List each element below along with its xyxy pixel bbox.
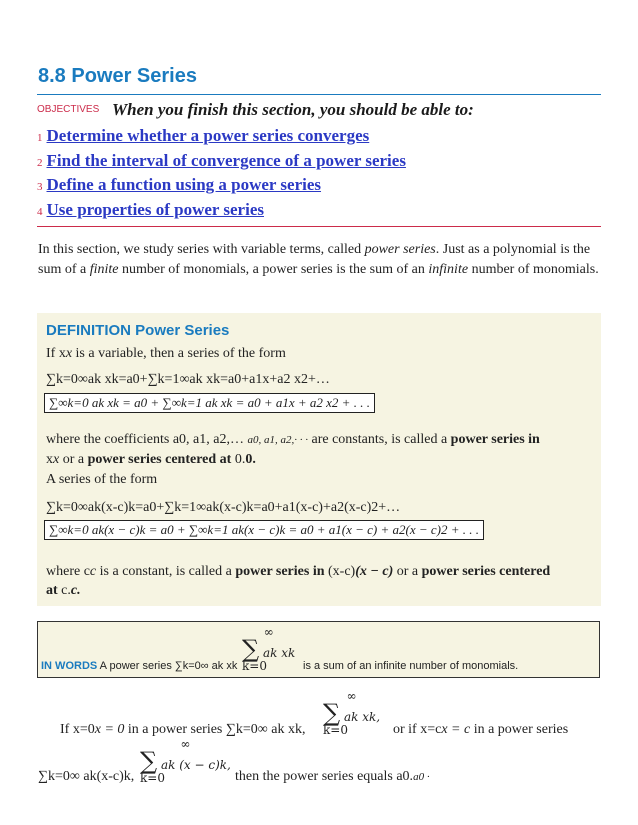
math-var: x [53,452,60,467]
sigma-expression [140,738,231,784]
text: is a variable, then a series of the form [72,346,286,361]
objectives-label: OBJECTIVES [37,104,100,115]
objective-number: 2 [37,157,43,169]
text: c. [57,583,71,598]
text: If x=0 [60,722,95,737]
text: (x-c) [324,564,356,579]
objective-link[interactable]: Define a function using a power series [46,175,322,194]
sigma-expression [242,626,295,672]
in-words-label: IN WORDS [41,660,98,672]
series-of-form: A series of the form [46,472,158,487]
bottom-sum: ∑k=0∞ ak(x-c)k, [38,769,135,784]
objective-link[interactable]: Use properties of power series [46,200,264,219]
text: are constants, is called a [308,432,451,447]
text: or a [393,564,422,579]
intro-text: In this section, we study series with variable terms, called [38,242,365,257]
text: where the coefficients a0, a1, a2,… [46,432,244,447]
text: or if x=c [393,722,442,737]
text: or a [59,452,88,467]
objective-link[interactable]: Find the interval of convergence of a power series [46,151,406,170]
math-var: c [89,564,97,579]
sigma-symbol: ∑ [242,635,260,663]
title-divider [37,94,601,95]
text: in a power series [470,722,569,737]
in-words-tail: is a sum of an infinite number of monomials. [303,660,519,672]
math-var: c. [70,583,81,598]
sigma-term: ak xk [262,646,296,660]
intro-text: . Just as a polynomial is the sum of a [38,242,591,277]
math-var: a0 · [413,771,430,783]
objectives-intro: When you finish this section, you should be able to: [112,100,474,119]
objective-item[interactable] [37,151,406,171]
text: x [46,452,53,467]
bottom-conclusion [235,769,430,785]
text: A power series ∑k=0∞ ak xk [97,660,238,672]
text: where c [46,564,90,579]
where-text [46,562,600,600]
intro-term: power series [364,242,436,257]
text: in a power series ∑k=0∞ ak xk, [124,722,306,737]
sigma-bottom: k=0 [242,659,267,673]
series2-text: ∑k=0∞ak(x-c)k=a0+∑k=1∞ak(x-c)k=a0+a1(x-c)+a2(x-c)2+… [46,500,401,515]
math-var: a0, a1, a2,· · · [247,434,308,446]
intro-text: number of monomials, a power series is the sum of an [118,262,429,277]
bold-term: power series centered at [87,452,232,467]
bold-term: power series in [450,432,540,447]
objective-number: 1 [37,132,43,144]
objective-number: 4 [37,206,43,218]
bold-term: power series in [235,564,325,579]
bold-term: at [46,583,58,598]
sigma-bottom: k=0 [140,771,165,785]
bottom-line-1 [60,722,305,738]
coefficients-text [46,430,594,469]
text: If x [46,346,66,361]
bottom-line-1b [393,722,568,738]
sigma-top: ∞ [346,689,357,703]
math-var: x = c [441,722,471,737]
math-var: x = 0 [94,722,125,737]
series2-formula: ∑∞k=0 ak(x − c)k = a0 + ∑∞k=1 ak(x − c)k = a0 + a1(x − c) + a2(x − c)2 + . . . [44,520,484,540]
intro-text: number of monomials. [468,262,599,277]
text: 0. [231,452,246,467]
sigma-top: ∞ [180,737,191,751]
math-var: (x − c) [355,564,394,579]
objective-item[interactable] [37,175,321,195]
math-var: x [65,346,73,361]
objective-item[interactable] [37,200,264,220]
text: is a constant, is called a [96,564,236,579]
definition-title: DEFINITION Power Series [46,322,230,339]
objective-item[interactable] [37,126,369,146]
sigma-term: ak (x − c)k, [160,758,231,772]
objective-number: 3 [37,181,43,193]
sigma-top: ∞ [263,625,274,639]
intro-term: finite [89,262,119,277]
sigma-symbol: ∑ [323,699,341,727]
sigma-symbol: ∑ [140,747,158,775]
page-title: 8.8 Power Series [38,65,197,87]
text: then the power series equals a0. [235,769,414,784]
intro-paragraph [38,240,604,280]
intro-term: infinite [428,262,469,277]
objective-link[interactable]: Determine whether a power series converges [46,126,370,145]
objectives-divider [37,226,601,227]
sigma-bottom: k=0 [323,723,348,737]
in-words-text [41,660,237,672]
series-text: ∑k=0∞ak xk=a0+∑k=1∞ak xk=a0+a1x+a2 x2+… [46,372,330,387]
bold-term: power series centered [421,564,551,579]
math-var: 0. [245,452,256,467]
series-formula: ∑∞k=0 ak xk = a0 + ∑∞k=1 ak xk = a0 + a1x + a2 x2 + . . . [44,393,375,413]
definition-line [46,346,286,362]
sigma-term: ak xk, [343,710,381,724]
sigma-expression [323,690,380,736]
